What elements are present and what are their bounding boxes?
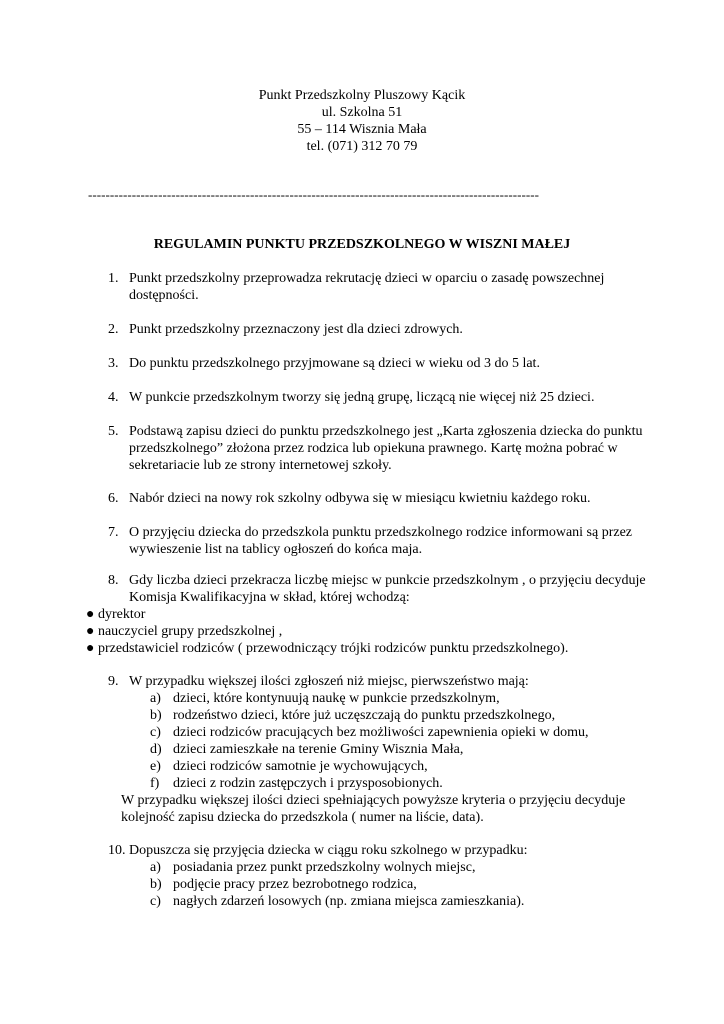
document-title: REGULAMIN PUNKTU PRZEDSZKOLNEGO W WISZNI MAŁEJ <box>153 237 571 252</box>
committee-member-director: ● dyrektor <box>86 607 146 622</box>
regulation-item-1 <box>108 270 648 304</box>
priority-item-c <box>150 724 589 741</box>
item-text: Punkt przedszkolny przeznaczony jest dla dzieci zdrowych. <box>129 322 463 337</box>
item-number: 6. <box>108 491 119 506</box>
midyear-item-b <box>150 876 417 893</box>
item-number: 7. <box>108 525 119 540</box>
sub-text: podjęcie pracy przez bezrobotnego rodzica, <box>173 877 417 892</box>
item-text: W punkcie przedszkolnym tworzy się jedną grupę, liczącą nie więcej niż 25 dzieci. <box>129 390 595 405</box>
priority-item-e <box>150 758 428 775</box>
regulation-item-6 <box>108 490 648 507</box>
committee-member-parent-rep: ● przedstawiciel rodziców ( przewodniczący trójki rodziców punktu przedszkolnego). <box>86 641 569 656</box>
sub-letter: a) <box>150 691 161 706</box>
regulation-item-7 <box>108 524 648 558</box>
dashed-separator: ------------------------------------------------------------------------------------------------------- <box>88 187 540 202</box>
sub-text: nagłych zdarzeń losowych (np. zmiana miejsca zamieszkania). <box>173 894 525 909</box>
sub-letter: a) <box>150 860 161 875</box>
item-number: 1. <box>108 271 119 286</box>
sub-text: dzieci, które kontynuują naukę w punkcie przedszkolnym, <box>173 691 500 706</box>
priority-item-a <box>150 690 500 707</box>
item-number: 5. <box>108 424 119 439</box>
school-phone: tel. (071) 312 70 79 <box>306 139 418 154</box>
sub-letter: b) <box>150 877 162 892</box>
sub-letter: f) <box>150 776 160 791</box>
priority-item-b <box>150 707 555 724</box>
item-text: Nabór dzieci na nowy rok szkolny odbywa się w miesiącu kwietniu każdego roku. <box>129 491 591 506</box>
committee-member-teacher: ● nauczyciel grupy przedszkolnej , <box>86 624 283 639</box>
item-number: 2. <box>108 322 119 337</box>
priority-item-f <box>150 775 443 792</box>
item-number: 9. <box>108 674 119 689</box>
item-text: Punkt przedszkolny przeprowadza rekrutację dzieci w oparciu o zasadę powszechnej dostępności. <box>129 271 605 303</box>
school-postal-city: 55 – 114 Wisznia Mała <box>297 122 427 137</box>
item-number: 10. <box>108 843 126 858</box>
midyear-item-c <box>150 893 524 910</box>
sub-text: dzieci z rodzin zastępczych i przysposobionych. <box>173 776 443 791</box>
sub-letter: c) <box>150 725 161 740</box>
regulation-item-9 <box>108 673 648 690</box>
sub-text: rodzeństwo dzieci, które już uczęszczają do punktu przedszkolnego, <box>173 708 556 723</box>
school-street: ul. Szkolna 51 <box>321 105 403 120</box>
sub-text: posiadania przez punkt przedszkolny wolnych miejsc, <box>173 860 476 875</box>
item-text: Dopuszcza się przyjęcia dziecka w ciągu roku szkolnego w przypadku: <box>129 843 528 858</box>
item-text: Do punktu przedszkolnego przyjmowane są dzieci w wieku od 3 do 5 lat. <box>129 356 540 371</box>
regulation-item-3 <box>108 355 648 372</box>
sub-text: dzieci zamieszkałe na terenie Gminy Wisznia Mała, <box>173 742 464 757</box>
item-text: W przypadku większej ilości zgłoszeń niż miejsc, pierwszeństwo mają: <box>129 674 529 689</box>
regulation-item-8 <box>108 572 648 606</box>
item-text: Podstawą zapisu dzieci do punktu przedszkolnego jest „Karta zgłoszenia dziecka do punktu przedszkolnego” złożona przez rodzica lub opiekuna prawnego. Kartę można pobrać w sekretariacie lub ze strony internetowej szkoły. <box>129 424 643 473</box>
item-text: Gdy liczba dzieci przekracza liczbę miejsc w punkcie przedszkolnym , o przyjęciu decyduje Komisja Kwalifikacyjna w skład, której wchodzą: <box>129 573 646 605</box>
sub-letter: e) <box>150 759 161 774</box>
school-name: Punkt Przedszkolny Pluszowy Kącik <box>258 88 466 103</box>
midyear-item-a <box>150 859 475 876</box>
sub-text: dzieci rodziców samotnie je wychowujących, <box>173 759 428 774</box>
item-text: O przyjęciu dziecka do przedszkola punktu przedszkolnego rodzice informowani są przez wywieszenie list na tablicy ogłoszeń do końca maja. <box>129 525 633 557</box>
regulation-item-2 <box>108 321 648 338</box>
regulation-item-10 <box>108 842 648 859</box>
sub-letter: c) <box>150 894 161 909</box>
sub-letter: d) <box>150 742 162 757</box>
regulation-item-4 <box>108 389 648 406</box>
item-number: 4. <box>108 390 119 405</box>
item-number: 3. <box>108 356 119 371</box>
priorities-note: W przypadku większej ilości dzieci spełniających powyższe kryteria o przyjęciu decyduje kolejność zapisu dziecka do przedszkola ( numer na liście, data). <box>121 793 626 825</box>
sub-text: dzieci rodziców pracujących bez możliwości zapewnienia opieki w domu, <box>173 725 589 740</box>
item-number: 8. <box>108 573 119 588</box>
regulation-item-5 <box>108 423 648 474</box>
priority-item-d <box>150 741 463 758</box>
sub-letter: b) <box>150 708 162 723</box>
school-header <box>0 87 724 155</box>
